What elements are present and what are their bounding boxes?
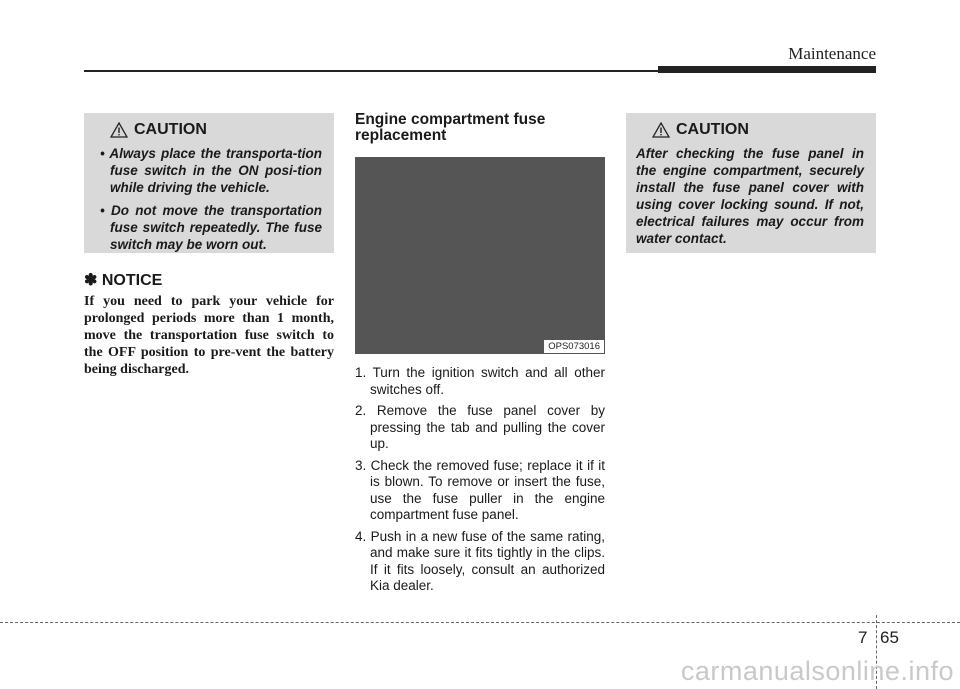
page-number: 65 (880, 628, 899, 647)
step-item: 1. Turn the ignition switch and all other switches off. (355, 365, 605, 397)
footer-rule (0, 622, 960, 623)
step-item: 2. Remove the fuse panel cover by pressing the tab and pulling the cover up. (355, 403, 605, 451)
caution-box-left (84, 113, 334, 253)
notice-title: ✽ NOTICE (84, 272, 163, 289)
caution-item: • Do not move the transportation fuse switch repeatedly. The fuse switch may be worn out. (94, 202, 322, 253)
caution-title-row (110, 121, 322, 139)
caution-body: After checking the fuse panel in the engine compartment, securely install the fuse panel cover with using cover locking sound. If not, electrical failures may occur from water contact. (636, 146, 864, 246)
warning-triangle-icon (652, 122, 670, 138)
section-title: Engine compartment fuse replacement (355, 111, 546, 144)
watermark: carmanualsonline.info (680, 656, 954, 686)
caution-item: • Always place the transporta-tion fuse switch in the ON posi-tion while driving the vehicle. (94, 145, 322, 196)
step-item: 4. Push in a new fuse of the same rating, and make sure it fits tightly in the clips. If it fits loosely, consult an authorized Kia dealer. (355, 528, 605, 593)
header-rule-accent (658, 66, 876, 73)
caution-title: CAUTION (134, 121, 207, 138)
caution-list (94, 145, 322, 253)
chapter-number: 7 (858, 628, 868, 647)
page-header-title: Maintenance (788, 44, 876, 63)
photo-code: OPS073016 (543, 339, 605, 354)
notice-body: If you need to park your vehicle for prolonged periods more than 1 month, move the transportation fuse switch to the OFF position to pre-vent the battery being discharged. (84, 294, 334, 377)
fuse-photo (355, 157, 605, 354)
warning-triangle-icon (110, 122, 128, 138)
caution-box-right (626, 113, 876, 253)
step-item: 3. Check the removed fuse; replace it if it is blown. To remove or insert the fuse, use the fuse puller in the engine compartment fuse panel. (355, 457, 605, 522)
header-rule (84, 70, 659, 72)
caution-title: CAUTION (676, 121, 749, 138)
caution-title-row (652, 121, 864, 139)
steps-list (355, 365, 605, 600)
